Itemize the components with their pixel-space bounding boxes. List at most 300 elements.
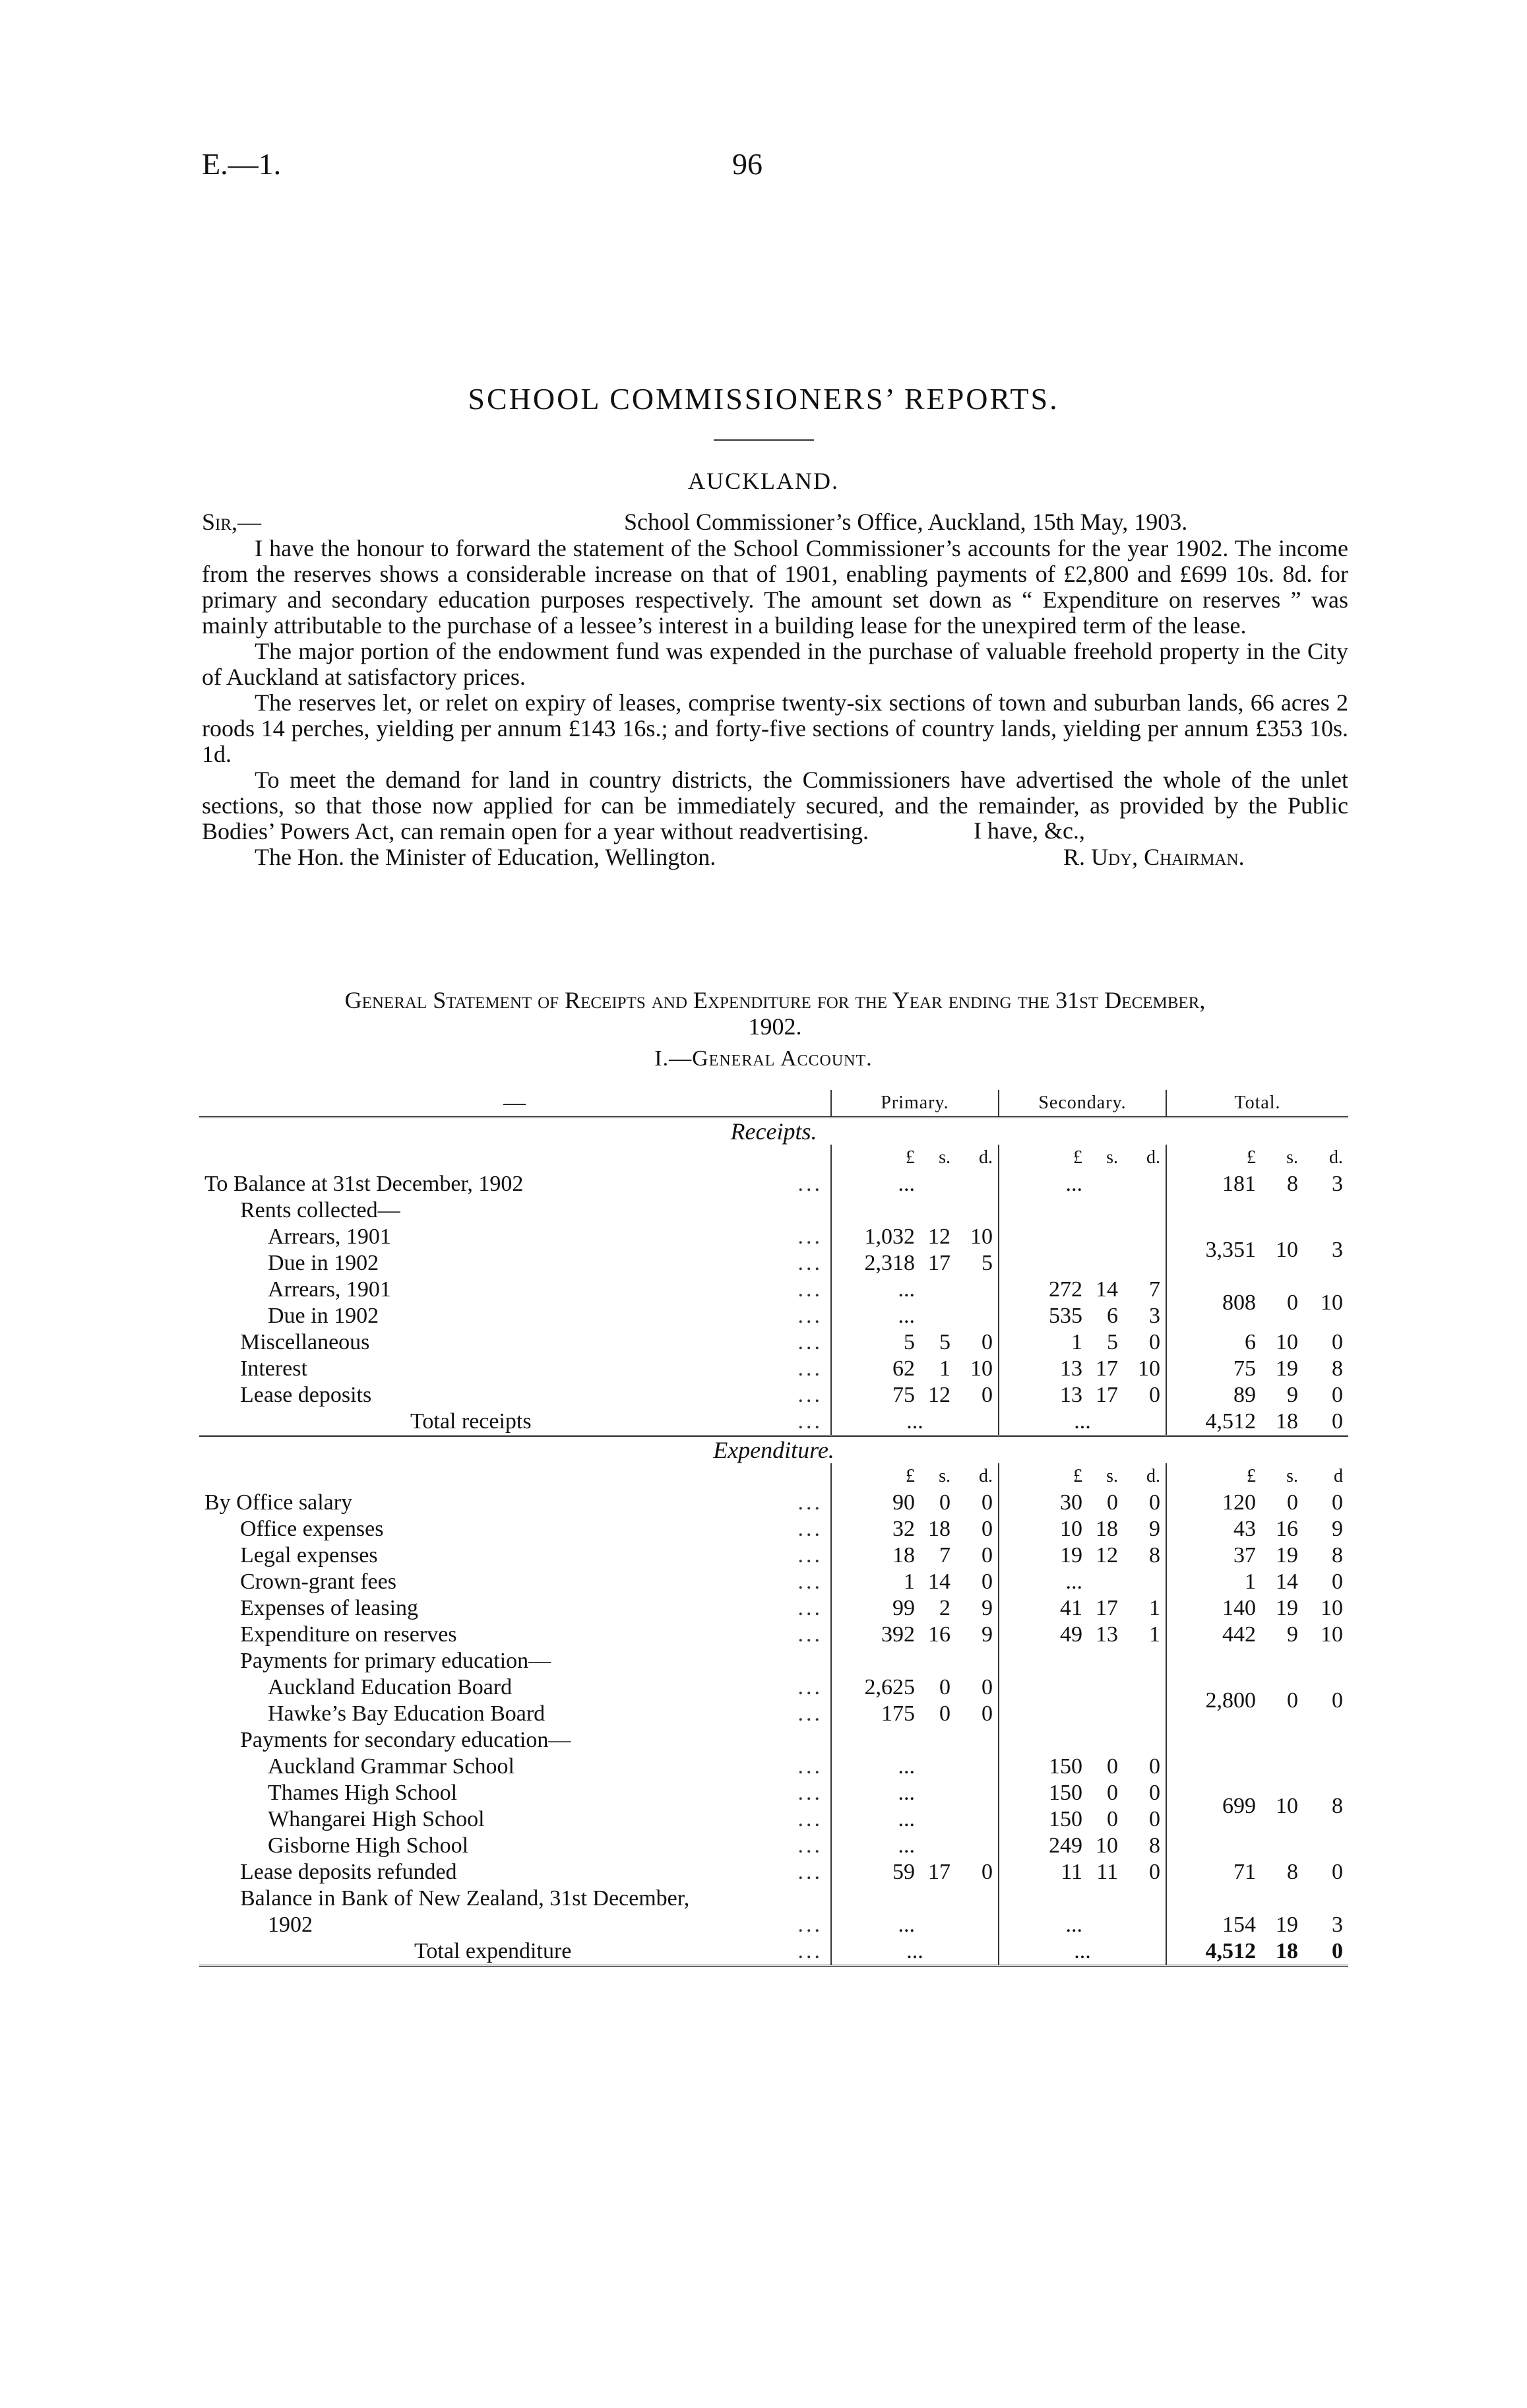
primary-cell-amount [837, 1277, 993, 1303]
pence: 9 [982, 1596, 993, 1620]
shillings: 14 [1096, 1277, 1118, 1302]
shillings: 17 [1096, 1383, 1118, 1407]
row-label [199, 1171, 831, 1197]
secondary-cell-amount [1005, 1490, 1160, 1516]
row-label-text: Arrears, 1901 [268, 1277, 391, 1302]
row-label [199, 1674, 831, 1701]
secondary-cell-amount [1005, 1595, 1160, 1622]
shillings [1088, 1171, 1118, 1197]
row-label-text: Auckland Grammar School [268, 1754, 514, 1779]
total-cell-amount [1172, 1595, 1343, 1622]
leader-dots: ... [797, 1754, 823, 1779]
total-cell [1166, 1542, 1348, 1569]
pounds: ... [898, 1754, 915, 1779]
shillings [920, 1754, 950, 1780]
expenditure-row [199, 1516, 1348, 1542]
units-grid [837, 1145, 993, 1171]
primary-cell-amount [837, 1701, 993, 1727]
total-expenditure-amount [1166, 1938, 1348, 1966]
expenditure-row [199, 1569, 1348, 1595]
pence [1123, 1569, 1160, 1595]
row-label-text: Gisborne High School [268, 1833, 469, 1858]
pounds: 181 [1222, 1172, 1256, 1196]
shilling-symbol: s. [1106, 1147, 1118, 1168]
secondary-cell [999, 1250, 1166, 1277]
expenditure-row [199, 1674, 1348, 1701]
shillings [920, 1833, 950, 1859]
shillings: 0 [1287, 1490, 1298, 1515]
row-label-text: Rents collected— [240, 1198, 400, 1222]
pounds: 5 [904, 1330, 915, 1354]
rents-secondary-total [1166, 1277, 1348, 1329]
total-cell [1166, 1356, 1348, 1382]
secondary-cell [999, 1701, 1166, 1727]
primary-cell [831, 1356, 999, 1382]
total-expenditure-row [199, 1938, 1348, 1966]
total-receipts-amount [1166, 1409, 1348, 1436]
pounds: 272 [1049, 1277, 1082, 1302]
total-expenditure-amount-amount [1172, 1938, 1343, 1965]
row-label [199, 1516, 831, 1542]
pence: 0 [1149, 1754, 1160, 1779]
total-cell-amount [1172, 1329, 1343, 1356]
leader-dots: ... [797, 1675, 823, 1699]
shilling-symbol: s. [939, 1147, 950, 1168]
primary-cell-amount [837, 1542, 993, 1569]
pounds: 90 [892, 1490, 915, 1515]
shillings [920, 1780, 950, 1806]
pounds: ... [1065, 1913, 1082, 1937]
pounds: 4,512 [1205, 1939, 1256, 1963]
pence: 0 [1332, 1383, 1343, 1407]
letter-paragraph-1: I have the honour to forward the statement of the School Commissioner’s accounts for the year 1902. The income from the reserves shows a considerable increase on that of 1901, enabling payments of £2,800 and £699 10s. 8d. for primary and secondary education purposes respectively. The amount set down as “ Expenditure on reserves ” was mainly attributable to the purchase of a lessee’s interest in a building lease for the unexpired term of the lease. [202, 535, 1348, 639]
pence: 10 [1321, 1622, 1343, 1647]
shillings: 8 [1287, 1860, 1298, 1884]
pounds: 808 [1222, 1290, 1256, 1315]
secondary-cell [999, 1727, 1166, 1754]
secondary-cell [999, 1622, 1166, 1648]
letter-salutation: Sir,— [202, 509, 262, 535]
primary-cell [831, 1701, 999, 1727]
row-label [199, 1622, 831, 1648]
row-label-text: Payments for secondary education— [240, 1728, 571, 1752]
expenditure-row [199, 1595, 1348, 1622]
pence: 0 [982, 1569, 993, 1594]
pounds: 2,625 [864, 1675, 915, 1699]
row-label-text: Balance in Bank of New Zealand, 31st December, [240, 1886, 690, 1911]
receipt-row [199, 1277, 1348, 1303]
letter-paragraph-2: The major portion of the endowment fund was expended in the purchase of valuable freehold property in the City of Auckland at satisfactory prices. [202, 638, 1348, 690]
secondary-cell [999, 1542, 1166, 1569]
total-cell-amount [1172, 1542, 1343, 1569]
leader-dots: ... [797, 1807, 823, 1831]
primary-cell-amount [837, 1356, 993, 1382]
row-label-text: Expenditure on reserves [240, 1622, 457, 1647]
secondary-cell [999, 1303, 1166, 1329]
secondary-cell [999, 1595, 1166, 1622]
primary-cell-amount [837, 1382, 993, 1409]
secondary-cell [999, 1171, 1166, 1197]
pence: 0 [1332, 1330, 1343, 1354]
letter-paragraph-3: The reserves let, or relet on expiry of leases, comprise twenty-six sections of town and suburban lands, 66 acres 2 roods 14 perches, yielding per annum £143 16s.; and forty-five sections of country lands, yielding per annum £353 10s. 1d. [202, 689, 1348, 767]
receipts-section-heading-label: Receipts. [199, 1118, 1348, 1145]
row-label-text: Office expenses [240, 1517, 384, 1541]
currency-units-row [199, 1463, 1348, 1490]
page-number: 96 [732, 147, 763, 181]
currency-units [1166, 1145, 1348, 1171]
pence: 0 [982, 1701, 993, 1726]
account-title: I.—General Account. [654, 1046, 873, 1071]
secondary-cell-amount [1005, 1356, 1160, 1382]
receipt-row [199, 1171, 1348, 1197]
pounds: 249 [1049, 1833, 1082, 1858]
expenditure-row [199, 1885, 1348, 1912]
shillings [920, 1171, 950, 1197]
leader-dots: ... [797, 1356, 823, 1381]
primary-cell-amount [837, 1516, 993, 1542]
row-label [199, 1197, 831, 1224]
currency-units-row [199, 1145, 1348, 1171]
secondary-cell-amount [1005, 1303, 1160, 1329]
pence [956, 1754, 993, 1780]
total-cell-amount [1172, 1912, 1343, 1938]
shillings: 0 [1107, 1490, 1118, 1515]
pound-symbol: £ [1073, 1466, 1082, 1486]
pounds: ... [898, 1833, 915, 1858]
row-label [199, 1542, 831, 1569]
shillings: 0 [1107, 1754, 1118, 1779]
primary-cell [831, 1754, 999, 1780]
leader-dots: ... [797, 1543, 823, 1568]
total-cell [1166, 1516, 1348, 1542]
primary-cell [831, 1490, 999, 1516]
shillings: 9 [1287, 1383, 1298, 1407]
expenditure-row [199, 1648, 1348, 1674]
pence: 1 [1149, 1622, 1160, 1647]
total-cell [1166, 1912, 1348, 1938]
pence-symbol: d. [1329, 1147, 1343, 1168]
secondary-cell-amount [1005, 1542, 1160, 1569]
pounds: 1 [904, 1569, 915, 1594]
row-label [199, 1780, 831, 1806]
shillings: 5 [1107, 1330, 1118, 1354]
shillings [920, 1806, 950, 1833]
currency-units [1166, 1463, 1348, 1490]
letter-closing: I have, &c., [974, 817, 1085, 844]
secondary-cell: ... [999, 1409, 1166, 1436]
secondary-cell [999, 1569, 1166, 1595]
secondary-cell-amount [1005, 1806, 1160, 1833]
secondary-cell-amount [1005, 1754, 1160, 1780]
primary-cell: ... [831, 1938, 999, 1966]
pence: 0 [1149, 1807, 1160, 1831]
pence: 1 [1149, 1596, 1160, 1620]
receipt-row [199, 1356, 1348, 1382]
row-label [199, 1754, 831, 1780]
row-label [199, 1727, 831, 1754]
pounds: 18 [892, 1543, 915, 1568]
receipts-section-heading [199, 1118, 1348, 1145]
shillings [1088, 1569, 1118, 1595]
secondary-payments-total [1166, 1754, 1348, 1859]
shillings: 0 [939, 1675, 950, 1699]
ledger-table [199, 1090, 1348, 1967]
pence: 7 [1149, 1277, 1160, 1302]
primary-cell [831, 1885, 999, 1912]
primary-cell-amount [837, 1754, 993, 1780]
shillings: 10 [1096, 1833, 1118, 1858]
pence: 0 [1332, 1860, 1343, 1884]
primary-cell [831, 1595, 999, 1622]
row-label [199, 1701, 831, 1727]
expenditure-section-heading-label: Expenditure. [199, 1436, 1348, 1464]
pound-symbol: £ [1073, 1147, 1082, 1168]
pounds: 1 [1245, 1569, 1256, 1594]
secondary-cell [999, 1356, 1166, 1382]
primary-cell [831, 1622, 999, 1648]
total-cell-amount [1172, 1569, 1343, 1595]
shillings [920, 1277, 950, 1303]
units-grid [1172, 1145, 1343, 1171]
primary-cell [831, 1542, 999, 1569]
pence: 0 [1149, 1490, 1160, 1515]
row-label [199, 1490, 831, 1516]
secondary-cell [999, 1806, 1166, 1833]
pounds: 59 [892, 1860, 915, 1884]
primary-cell [831, 1833, 999, 1859]
pence: 8 [1149, 1543, 1160, 1568]
secondary-cell-amount [1005, 1277, 1160, 1303]
leader-dots: ... [797, 1622, 823, 1647]
pence [956, 1780, 993, 1806]
row-label-text: Interest [240, 1356, 307, 1381]
primary-cell-amount [837, 1780, 993, 1806]
row-label-text: By Office salary [204, 1490, 353, 1515]
row-label-text: 1902 [268, 1913, 313, 1937]
total-cell [1166, 1595, 1348, 1622]
primary-cell [831, 1806, 999, 1833]
shillings: 7 [939, 1543, 950, 1568]
primary-cell [831, 1382, 999, 1409]
pounds: 392 [881, 1622, 915, 1647]
rents-primary-total [1166, 1224, 1348, 1277]
pounds: ... [898, 1913, 915, 1937]
secondary-cell [999, 1780, 1166, 1806]
pounds: 89 [1233, 1383, 1256, 1407]
primary-cell-amount [837, 1622, 993, 1648]
primary-cell-amount [837, 1250, 993, 1277]
pounds: 37 [1233, 1543, 1256, 1568]
letter-signature: R. Udy, Chairman. [1063, 844, 1245, 870]
receipt-row [199, 1382, 1348, 1409]
secondary-cell: ... [999, 1938, 1166, 1966]
shillings: 19 [1276, 1543, 1298, 1568]
pence: 10 [1321, 1596, 1343, 1620]
row-label [199, 1833, 831, 1859]
shillings: 0 [939, 1701, 950, 1726]
pence-symbol: d. [1146, 1147, 1160, 1168]
secondary-cell-amount [1005, 1382, 1160, 1409]
leader-dots: ... [797, 1833, 823, 1858]
pence [956, 1277, 993, 1303]
pence: 0 [1149, 1383, 1160, 1407]
shillings: 2 [939, 1596, 950, 1620]
row-label [199, 1329, 831, 1356]
pound-symbol: £ [906, 1147, 915, 1168]
primary-cell [831, 1516, 999, 1542]
row-label-text: Legal expenses [240, 1543, 378, 1568]
primary-payments-total [1166, 1674, 1348, 1727]
leader-dots: ... [797, 1913, 823, 1937]
shillings: 19 [1276, 1596, 1298, 1620]
shilling-symbol: s. [1286, 1466, 1298, 1486]
expenditure-row [199, 1622, 1348, 1648]
total-cell-amount [1172, 1171, 1343, 1197]
leader-dots: ... [797, 1172, 823, 1196]
secondary-cell [999, 1885, 1166, 1912]
letter-paragraph-4: To meet the demand for land in country districts, the Commissioners have advertised the whole of the unlet sections, so that those now applied for can be immediately secured, and the remainder, as provided by the Public Bodies’ Powers Act, can remain open for a year without readvertising. [202, 767, 1348, 844]
column-header-primary: Primary. [831, 1090, 999, 1118]
secondary-cell [999, 1224, 1166, 1250]
expenditure-row [199, 1859, 1348, 1885]
primary-cell [831, 1197, 999, 1224]
pence: 0 [1149, 1781, 1160, 1805]
pounds: 75 [1233, 1356, 1256, 1381]
total-cell [1166, 1329, 1348, 1356]
secondary-cell [999, 1490, 1166, 1516]
pence: 9 [1149, 1517, 1160, 1541]
letter-body [202, 509, 1348, 871]
primary-cell-amount [837, 1806, 993, 1833]
row-label-text: Auckland Education Board [268, 1675, 513, 1699]
pence: 10 [1321, 1290, 1343, 1315]
pence: 0 [982, 1490, 993, 1515]
column-header-secondary: Secondary. [999, 1090, 1166, 1118]
secondary-cell-amount [1005, 1859, 1160, 1885]
pound-symbol: £ [906, 1466, 915, 1486]
secondary-cell [999, 1329, 1166, 1356]
pence [956, 1833, 993, 1859]
column-header-row [199, 1090, 1348, 1118]
total-cell [1166, 1622, 1348, 1648]
pounds: 32 [892, 1517, 915, 1541]
receipt-row [199, 1224, 1348, 1250]
leader-dots: ... [797, 1569, 823, 1594]
pounds: 11 [1061, 1860, 1082, 1884]
secondary-cell [999, 1754, 1166, 1780]
expenditure-row [199, 1727, 1348, 1754]
primary-cell-amount [837, 1833, 993, 1859]
shillings: 17 [928, 1860, 950, 1884]
shillings: 16 [928, 1622, 950, 1647]
leader-dots: ... [797, 1277, 823, 1302]
leader-dots: ... [797, 1304, 823, 1328]
total-cell [1166, 1171, 1348, 1197]
pounds: ... [898, 1781, 915, 1805]
statement-title-line-1: General Statement of Receipts and Expenditure for the Year ending the 31st December, [344, 987, 1206, 1013]
pence [1123, 1912, 1160, 1938]
shillings: 0 [1287, 1290, 1298, 1315]
statement-title [202, 987, 1348, 1040]
secondary-payments-total-amount [1172, 1793, 1343, 1820]
row-label-text: Hawke’s Bay Education Board [268, 1701, 545, 1726]
pence [956, 1303, 993, 1329]
secondary-cell-amount [1005, 1569, 1160, 1595]
leader-dots: ... [797, 1860, 823, 1884]
pence: 9 [982, 1622, 993, 1647]
row-label [199, 1595, 831, 1622]
currency-units [831, 1463, 999, 1490]
pounds: 75 [892, 1383, 915, 1407]
row-label-text: Expenses of leasing [240, 1596, 419, 1620]
row-label-text: Due in 1902 [268, 1251, 379, 1275]
shillings: 19 [1276, 1356, 1298, 1381]
secondary-cell-amount [1005, 1622, 1160, 1648]
pence: 0 [982, 1330, 993, 1354]
shillings: 8 [1287, 1172, 1298, 1196]
pence: 10 [970, 1356, 993, 1381]
pounds: 4,512 [1205, 1409, 1256, 1434]
units-grid [1005, 1145, 1160, 1171]
pounds: 699 [1222, 1794, 1256, 1818]
pence: 8 [1332, 1543, 1343, 1568]
shillings: 1 [939, 1356, 950, 1381]
currency-units [999, 1463, 1166, 1490]
row-label-text: Whangarei High School [268, 1807, 485, 1831]
units-grid [1172, 1463, 1343, 1490]
secondary-cell [999, 1382, 1166, 1409]
pence: 0 [982, 1517, 993, 1541]
pounds: 154 [1222, 1913, 1256, 1937]
primary-cell-amount [837, 1569, 993, 1595]
primary-cell: ... [831, 1409, 999, 1436]
total-cell-amount [1172, 1622, 1343, 1648]
shilling-symbol: s. [1286, 1147, 1298, 1168]
pounds: 442 [1222, 1622, 1256, 1647]
shillings: 10 [1276, 1330, 1298, 1354]
shillings: 12 [928, 1224, 950, 1249]
pounds: 150 [1049, 1781, 1082, 1805]
secondary-cell-amount [1005, 1912, 1160, 1938]
row-label [199, 1648, 831, 1674]
total-receipts-row [199, 1409, 1348, 1436]
primary-cell [831, 1912, 999, 1938]
total-cell [1166, 1885, 1348, 1912]
pence: 8 [1332, 1356, 1343, 1381]
row-label-text: Lease deposits refunded [240, 1860, 457, 1884]
pence: 10 [970, 1224, 993, 1249]
pounds: 13 [1060, 1383, 1082, 1407]
total-cell [1166, 1569, 1348, 1595]
primary-cell [831, 1303, 999, 1329]
primary-cell [831, 1277, 999, 1303]
shillings: 19 [1276, 1913, 1298, 1937]
row-label [199, 1224, 831, 1250]
primary-cell [831, 1674, 999, 1701]
pounds: 150 [1049, 1807, 1082, 1831]
shillings: 12 [928, 1383, 950, 1407]
pence: 0 [1149, 1860, 1160, 1884]
secondary-cell-amount [1005, 1833, 1160, 1859]
pence-symbol: d. [979, 1466, 993, 1486]
units-spacer [199, 1145, 831, 1171]
pence: 9 [1332, 1517, 1343, 1541]
shillings: 18 [1276, 1409, 1298, 1434]
pounds: 71 [1233, 1860, 1256, 1884]
shillings: 16 [1276, 1517, 1298, 1541]
primary-cell [831, 1224, 999, 1250]
secondary-cell [999, 1674, 1166, 1701]
